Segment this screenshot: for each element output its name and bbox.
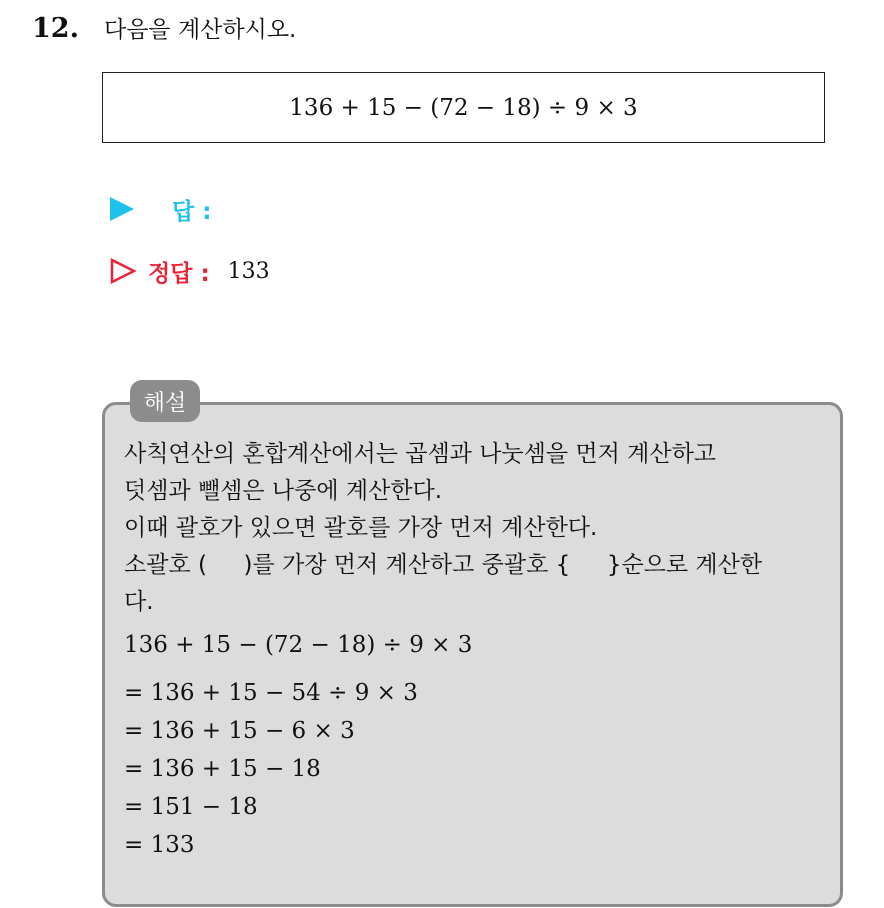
correct-answer-value: 133: [227, 258, 270, 284]
correct-answer-row: [110, 255, 270, 287]
solution-step: = 151 − 18: [124, 794, 258, 820]
solution-step: = 136 + 15 − 6 × 3: [124, 718, 355, 744]
solution-line: 소괄호 ( )를 가장 먼저 계산하고 중괄호 { }순으로 계산한: [124, 552, 763, 578]
correct-answer-label: 정답 :: [148, 260, 210, 287]
solution-line: 사칙연산의 혼합계산에서는 곱셈과 나눗셈을 먼저 계산하고: [124, 441, 717, 467]
answer-row: [110, 193, 211, 225]
answer-label: 답 :: [172, 198, 212, 225]
solution-step: 136 + 15 − (72 − 18) ÷ 9 × 3: [124, 632, 473, 658]
question-prompt: 다음을 계산하시오.: [104, 17, 297, 43]
solution-explanation: [124, 436, 762, 621]
solution-line: 다.: [124, 589, 154, 615]
solution-line: 이때 괄호가 있으면 괄호를 가장 먼저 계산한다.: [124, 515, 598, 541]
solution-line: 덧셈과 뺄셈은 나중에 계산한다.: [124, 478, 443, 504]
solution-step: = 133: [124, 832, 195, 858]
solution-step: = 136 + 15 − 18: [124, 756, 321, 782]
outline-triangle-icon: [110, 258, 136, 284]
expression-box: [102, 72, 825, 143]
answer-triangle-icon: [110, 197, 134, 221]
solution-tab: 해설: [130, 380, 200, 422]
expression-text: 136 + 15 − (72 − 18) ÷ 9 × 3: [289, 94, 638, 121]
solution-step: = 136 + 15 − 54 ÷ 9 × 3: [124, 680, 418, 706]
question-number: 12.: [32, 13, 79, 44]
